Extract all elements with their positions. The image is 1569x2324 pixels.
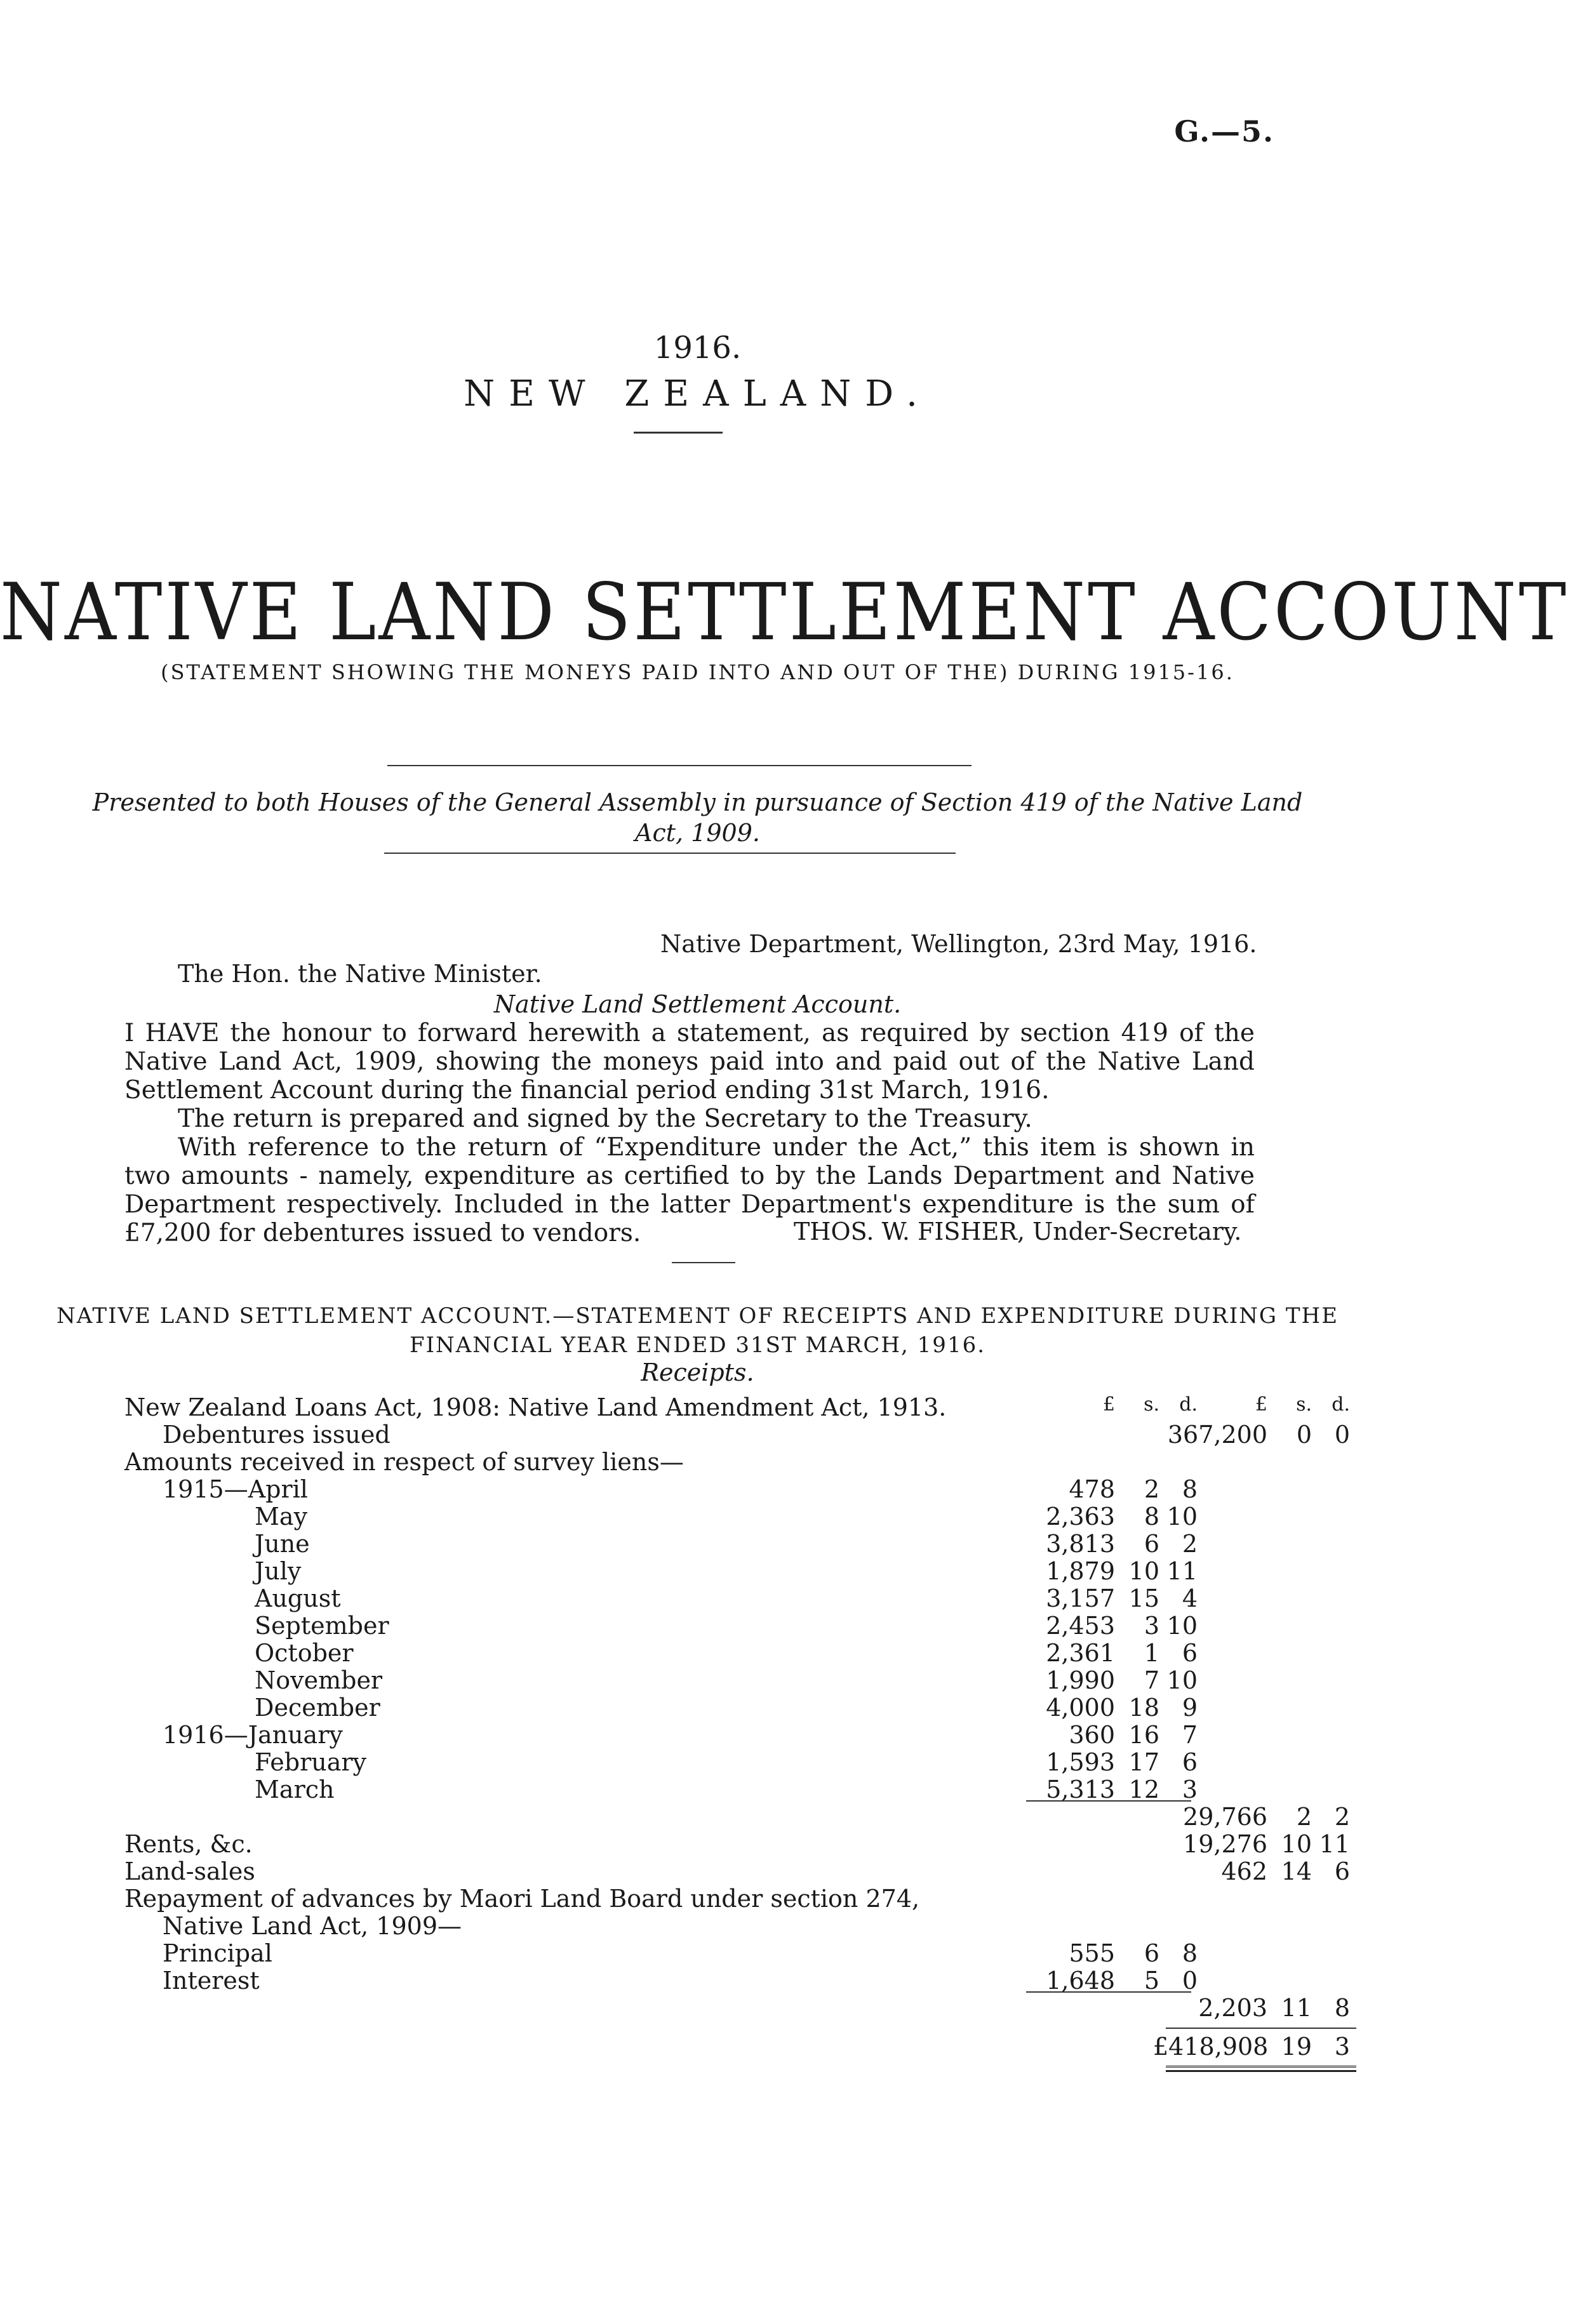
row-label: October xyxy=(255,1639,354,1667)
row-label: 1915—April xyxy=(163,1475,308,1503)
statement-title-line-2: FINANCIAL YEAR ENDED 31ST MARCH, 1916. xyxy=(409,1332,986,1358)
table-row xyxy=(124,1557,1248,1585)
amount-pounds: 2,363 xyxy=(1046,1503,1115,1531)
amount-pence: 11 xyxy=(1166,1557,1198,1585)
amount-pounds: 2,453 xyxy=(1046,1612,1115,1640)
document-subtitle: (STATEMENT SHOWING THE MONEYS PAID INTO AND OUT OF THE) DURING 1915-16. xyxy=(161,660,1234,684)
amount-shillings: 10 xyxy=(1128,1557,1159,1585)
table-row xyxy=(124,1939,1248,1967)
amount-pounds: 360 xyxy=(1069,1721,1115,1749)
amount-pence: 3 xyxy=(1182,1776,1198,1803)
row-label: May xyxy=(255,1503,308,1531)
amount-pounds: 1,648 xyxy=(1046,1967,1115,1995)
table-row xyxy=(124,1694,1248,1722)
subtotal-rule xyxy=(1026,1991,1191,1993)
table-row xyxy=(124,1830,1350,1858)
row-label: Interest xyxy=(163,1967,260,1995)
amount-pence: 4 xyxy=(1182,1584,1198,1612)
column-header-shillings: s. xyxy=(1296,1393,1312,1416)
row-label: Debentures issued xyxy=(163,1421,391,1449)
statement-title xyxy=(0,1301,1395,1360)
amount-shillings: 5 xyxy=(1144,1967,1159,1995)
letter-heading: Native Land Settlement Account. xyxy=(493,990,902,1018)
table-row xyxy=(124,1421,1350,1449)
column-header-pounds: £ xyxy=(1255,1393,1267,1416)
amount-pounds: 4,000 xyxy=(1046,1694,1115,1722)
amount-pounds: 2,361 xyxy=(1046,1639,1115,1667)
total-pounds: 29,766 xyxy=(1183,1803,1267,1831)
amount-pounds: 478 xyxy=(1069,1475,1115,1503)
amount-pence: 10 xyxy=(1166,1612,1198,1640)
amount-pounds: 1,879 xyxy=(1046,1557,1115,1585)
amount-pounds: 1,990 xyxy=(1046,1666,1115,1694)
table-row xyxy=(124,1994,1350,2022)
table-row xyxy=(124,1857,1350,1885)
table-row xyxy=(124,1885,1248,1913)
document-title: NATIVE LAND SETTLEMENT ACCOUNT xyxy=(0,567,1569,658)
total-pence: 11 xyxy=(1319,1830,1350,1858)
table-row xyxy=(124,1912,1248,1940)
column-header-pence: d. xyxy=(1332,1393,1350,1416)
table-row xyxy=(124,1666,1248,1694)
row-label: New Zealand Loans Act, 1908: Native Land Amendment Act, 1913. xyxy=(124,1393,947,1421)
table-row xyxy=(124,1393,1350,1421)
total-shillings: 11 xyxy=(1281,1994,1312,2022)
amount-pounds: 5,313 xyxy=(1046,1776,1115,1803)
amount-pence: 8 xyxy=(1182,1475,1198,1503)
row-label: Native Land Act, 1909— xyxy=(163,1912,462,1940)
amount-pence: 6 xyxy=(1182,1639,1198,1667)
letter-addressee: The Hon. the Native Minister. xyxy=(178,960,542,988)
total-rule-double xyxy=(1166,2066,1356,2072)
table-row xyxy=(124,1584,1248,1612)
statement-title-line-1: NATIVE LAND SETTLEMENT ACCOUNT.—STATEMENT OF RECEIPTS AND EXPENDITURE DURING THE xyxy=(56,1303,1339,1329)
total-pence: 2 xyxy=(1334,1803,1350,1831)
row-label: June xyxy=(255,1530,310,1558)
table-row xyxy=(124,1721,1248,1749)
letter-paragraph: I HAVE the honour to forward herewith a statement, as required by section 419 of the Native Land Act, 1909, showing the moneys paid into and paid out of the Native Land Settlement Account during the financial period ending 31st March, 1916. xyxy=(124,1019,1255,1105)
country: NEW ZEALAND. xyxy=(464,373,931,415)
row-label: Principal xyxy=(163,1939,272,1967)
table-row xyxy=(124,1776,1248,1803)
amount-shillings: 3 xyxy=(1144,1612,1159,1640)
table-row xyxy=(124,1967,1248,1995)
table-row xyxy=(124,1475,1248,1503)
row-label: March xyxy=(255,1776,335,1803)
total-pence: 8 xyxy=(1334,1994,1350,2022)
divider xyxy=(384,853,956,854)
table-row xyxy=(124,1748,1248,1776)
amount-shillings: 12 xyxy=(1128,1776,1159,1803)
total-pounds: 367,200 xyxy=(1167,1421,1267,1449)
row-label: Rents, &c. xyxy=(124,1830,253,1858)
total-pounds: £418,908 xyxy=(1153,2033,1269,2061)
table-row xyxy=(124,1803,1350,1831)
total-rule-top xyxy=(1166,2028,1356,2029)
presented-note xyxy=(0,787,1395,848)
amount-shillings: 1 xyxy=(1144,1639,1159,1667)
divider xyxy=(634,432,723,434)
divider xyxy=(672,1262,735,1263)
row-label: November xyxy=(255,1666,383,1694)
divider xyxy=(387,765,971,766)
year: 1916. xyxy=(653,330,742,366)
total-pence: 3 xyxy=(1334,2033,1350,2061)
row-label: Land-sales xyxy=(124,1857,255,1885)
table-row xyxy=(124,1448,1248,1476)
table-row xyxy=(124,1639,1248,1667)
total-pounds: 2,203 xyxy=(1198,1994,1267,2022)
row-label: July xyxy=(255,1557,302,1585)
amount-shillings: 15 xyxy=(1128,1584,1159,1612)
row-label: Amounts received in respect of survey liens— xyxy=(124,1448,684,1476)
total-pence: 0 xyxy=(1334,1421,1350,1449)
row-label: September xyxy=(255,1612,389,1640)
letter-paragraph: With reference to the return of “Expenditure under the Act,” this item is shown in two amounts - namely, expenditure as certified to by the Lands Department and Native Department respectively. Included in the latter Department's expenditure is the sum of £7,200 for debentures issued to vendors. xyxy=(124,1133,1255,1247)
amount-shillings: 2 xyxy=(1144,1475,1159,1503)
total-pounds: 19,276 xyxy=(1183,1830,1267,1858)
total-shillings: 14 xyxy=(1281,1857,1312,1885)
total-pence: 6 xyxy=(1334,1857,1350,1885)
amount-shillings: 16 xyxy=(1128,1721,1159,1749)
amount-shillings: 17 xyxy=(1128,1748,1159,1776)
letter-paragraph: The return is prepared and signed by the Secretary to the Treasury. xyxy=(178,1105,1032,1133)
table-row xyxy=(124,1503,1248,1531)
receipts-heading: Receipts. xyxy=(641,1358,754,1386)
table-row xyxy=(124,1530,1248,1558)
table-row xyxy=(124,2033,1350,2061)
amount-pence: 2 xyxy=(1182,1530,1198,1558)
amount-shillings: 18 xyxy=(1128,1694,1159,1722)
amount-pounds: 1,593 xyxy=(1046,1748,1115,1776)
total-shillings: 0 xyxy=(1296,1421,1312,1449)
amount-pence: 10 xyxy=(1166,1503,1198,1531)
amount-shillings: 7 xyxy=(1144,1666,1159,1694)
row-label: February xyxy=(255,1748,367,1776)
amount-pence: 6 xyxy=(1182,1748,1198,1776)
amount-pounds: 3,813 xyxy=(1046,1530,1115,1558)
amount-pence: 10 xyxy=(1166,1666,1198,1694)
column-header-shillings: s. xyxy=(1144,1393,1159,1416)
amount-pounds: 555 xyxy=(1069,1939,1115,1967)
subtotal-rule xyxy=(1026,1800,1191,1802)
presented-line-1: Presented to both Houses of the General Assembly in pursuance of Section 419 of the Native Land xyxy=(92,788,1303,816)
signature: THOS. W. FISHER, Under-Secretary. xyxy=(794,1218,1242,1245)
column-header-pounds: £ xyxy=(1102,1393,1115,1416)
amount-pence: 0 xyxy=(1182,1967,1198,1995)
total-shillings: 2 xyxy=(1296,1803,1312,1831)
table-row xyxy=(124,1612,1248,1640)
amount-shillings: 6 xyxy=(1144,1530,1159,1558)
row-label: Repayment of advances by Maori Land Board under section 274, xyxy=(124,1885,920,1913)
amount-shillings: 6 xyxy=(1144,1939,1159,1967)
total-shillings: 10 xyxy=(1281,1830,1312,1858)
row-label: December xyxy=(255,1694,380,1722)
letter-date: Native Department, Wellington, 23rd May, 1916. xyxy=(660,930,1257,958)
amount-pounds: 3,157 xyxy=(1046,1584,1115,1612)
presented-line-2: Act, 1909. xyxy=(635,819,760,847)
total-shillings: 19 xyxy=(1281,2033,1312,2061)
row-label: August xyxy=(255,1584,341,1612)
column-header-pence: d. xyxy=(1179,1393,1198,1416)
amount-shillings: 8 xyxy=(1144,1503,1159,1531)
amount-pence: 7 xyxy=(1182,1721,1198,1749)
document-reference: G.—5. xyxy=(1174,114,1274,149)
total-pounds: 462 xyxy=(1221,1857,1267,1885)
amount-pence: 9 xyxy=(1182,1694,1198,1722)
amount-pence: 8 xyxy=(1182,1939,1198,1967)
row-label: 1916—January xyxy=(163,1721,343,1749)
